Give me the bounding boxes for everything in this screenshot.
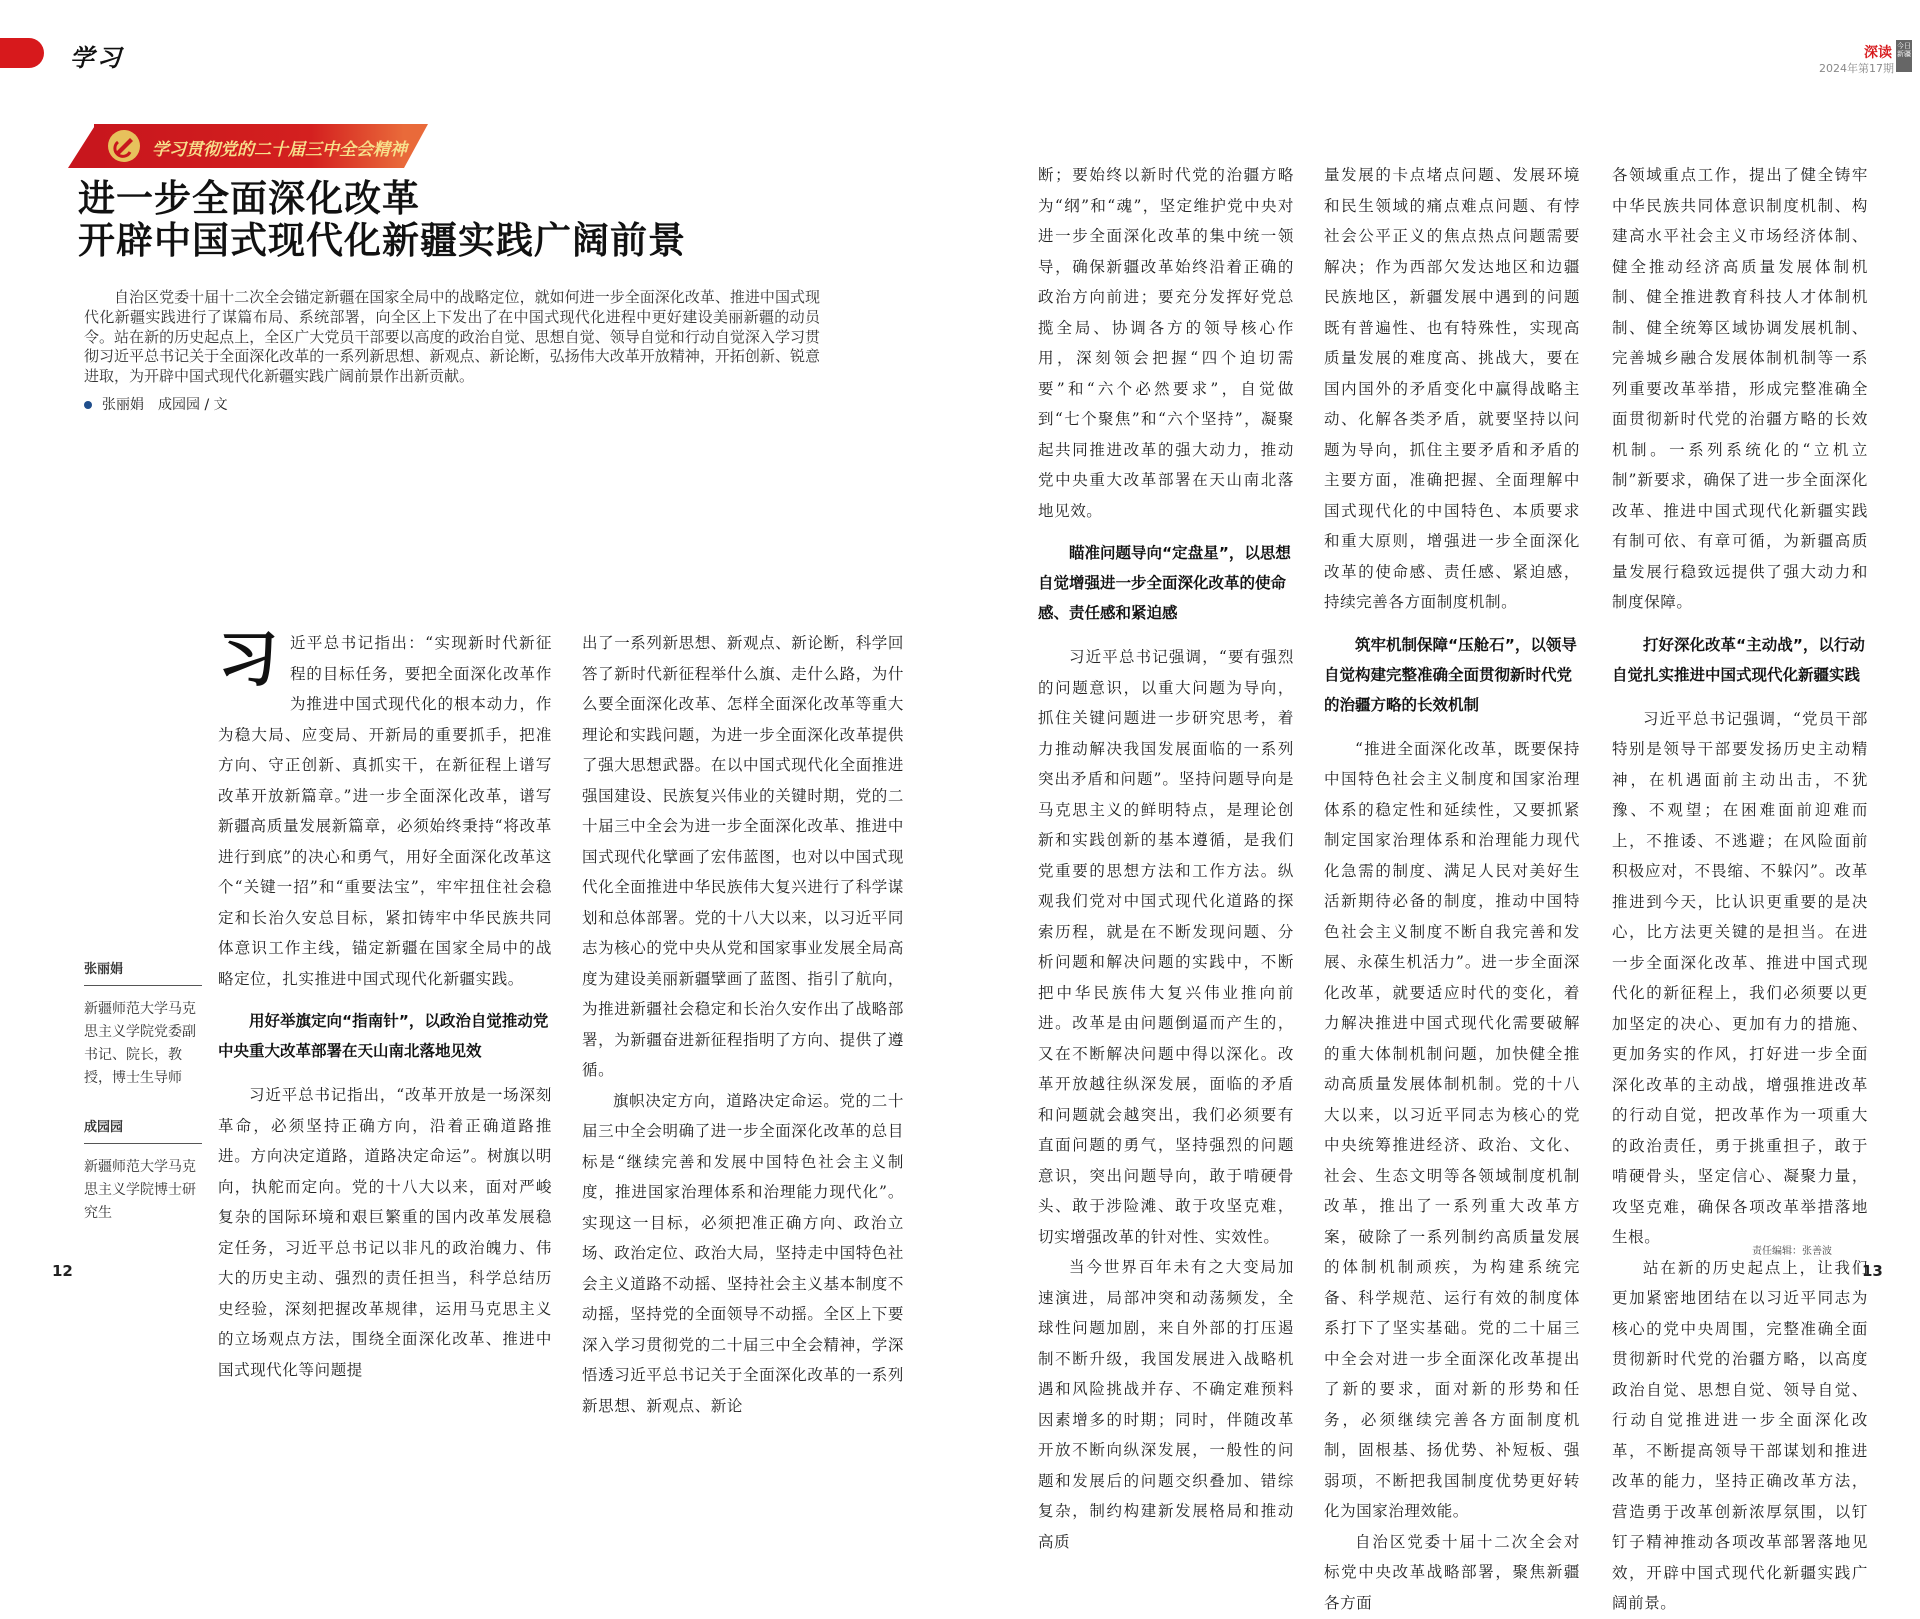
- column-4: [1324, 160, 1580, 1618]
- col3-paragraph-3: 当今世界百年未有之大变局加速演进，局部冲突和动荡频发，全球性问题加剧，来自外部的打压遏制不断升级，我国发展进入战略机遇和风险挑战并存、不确定难预料因素增多的时期；同时，伴随改革开放不断向纵深发展，一般性的问题和发展后的问题交织叠加、错综复杂，制约构建新发展格局和推动高质: [1038, 1258, 1294, 1551]
- title-line-2: 开辟中国式现代化新疆实践广阔前景: [78, 219, 686, 262]
- article-title: [78, 178, 686, 262]
- banner-text: 学习贯彻党的二十届三中全会精神: [152, 140, 407, 160]
- issue-number: 2024年第17期: [1819, 62, 1894, 75]
- section-title: 学习: [70, 44, 124, 72]
- topic-banner: [68, 124, 428, 168]
- col1-paragraph-1: 近平总书记指出：“实现新时代新征程的目标任务，要把全面深化改革作为推进中国式现代化的根本动力，作为稳大局、应变局、开新局的重要抓手，把准方向、守正创新、真抓实干，在新征程上谱写改革开放新篇章。”进一步全面深化改革，谱写新疆高质量发展新篇章，必须始终秉持“将改革进行到底”的决心和勇气，用好全面深化改革这个“关键一招”和“重要法宝”，牢牢扭住社会稳定和长治久安总目标，紧扣铸牢中华民族共同体意识工作主线，锚定新疆在国家全局中的战略定位，扎实推进中国式现代化新疆实践。: [218, 634, 552, 988]
- col1-paragraph-2: 习近平总书记指出，“改革开放是一场深刻革命，必须坚持正确方向，沿着正确道路推进。方向决定道路，道路决定命运”。树旗以明向，执舵而定向。党的十八大以来，面对严峻复杂的国际环境和艰巨繁重的国内改革发展稳定任务，习近平总书记以非凡的政治魄力、伟大的历史主动、强烈的责任担当，科学总结历史经验，深刻把握改革规律，运用马克思主义的立场观点方法，围绕全面深化改革、推进中国式现代化等问题提: [218, 1086, 552, 1379]
- banner-tail: [404, 124, 428, 168]
- author-bio-1: 新疆师范大学马克思主义学院党委副书记、院长，教授，博士生导师: [84, 1001, 196, 1086]
- author-bio-2: 新疆师范大学马克思主义学院博士研究生: [84, 1159, 196, 1221]
- article-summary: 自治区党委十届十二次全会锚定新疆在国家全局中的战略定位，就如何进一步全面深化改革、推进中国式现代化新疆实践进行了谋篇布局、系统部署，向全区上下发出了在中国式现代化进程中更好建设美丽新疆的动员令。站在新的历史起点上，全区广大党员干部要以高度的政治自觉、思想自觉、领导自觉和行动自觉深入学习贯彻习近平总书记关于全面深化改革的一系列新思想、新观点、新论断，弘扬伟大改革开放精神，开拓创新、锐意进取，为开辟中国式现代化新疆实践广阔前景作出新贡献。: [84, 288, 820, 386]
- author-name-2: 成园园: [84, 1116, 202, 1144]
- col2-paragraph-2: 旗帜决定方向，道路决定命运。党的二十届三中全会明确了进一步全面深化改革的总目标是“继续完善和发展中国特色社会主义制度，推进国家治理体系和治理能力现代化”。实现这一目标，必须把准正确方向、政治立场、政治定位、政治大局，坚持走中国特色社会主义道路不动摇、坚持社会主义基本制度不动摇，坚持党的全面领导不动摇。全区上下要深入学习贯彻党的二十届三中全会精神，学深悟透习近平总书记关于全面深化改革的一系列新思想、新观点、新论: [582, 1091, 905, 1415]
- col3-subheading: 瞄准问题导向“定盘星”，以思想自觉增强进一步全面深化改革的使命感、责任感和紧迫感: [1038, 544, 1291, 622]
- col5-paragraph-1: 各领域重点工作，提出了健全铸牢中华民族共同体意识制度机制、构建高水平社会主义市场经济体制、健全推动经济高质量发展体制机制、健全推进教育科技人才体制机制、健全统筹区域协调发展机制、完善城乡融合发展体制机制等一系列重要改革举措，形成完整准确全面贯彻新时代党的治疆方略的长效机制。一系列系统化的“立机立制”新要求，确保了进一步全面深化改革、推进中国式现代化新疆实践有制可依、有章可循，为新疆高质量发展行稳致远提供了强大动力和制度保障。: [1612, 166, 1868, 611]
- column-2: [582, 628, 904, 1421]
- brand-name: 深读: [1864, 45, 1892, 61]
- brand-logo: [1822, 42, 1892, 62]
- author-name-1: 张丽娟: [84, 958, 202, 986]
- title-line-1: 进一步全面深化改革: [78, 177, 420, 220]
- drop-cap: 习: [218, 625, 278, 695]
- col3-paragraph-2: 习近平总书记强调，“要有强烈的问题意识，以重大问题为导向，抓住关键问题进一步研究思考，着力推动解决我国发展面临的一系列突出矛盾和问题”。坚持问题导向是马克思主义的鲜明特点，是理论创新和实践创新的基本遵循，是我们党重要的思想方法和工作方法。纵观我们党对中国式现代化道路的探索历程，就是在不断发现问题、分析问题和解决问题的实践中，不断把中华民族伟大复兴伟业推向前进。改革是由问题倒逼而产生的，又在不断解决问题中得以深化。改革开放越往纵深发展，面临的矛盾和问题就会越突出，我们必须要有直面问题的勇气，坚持强烈的问题意识，突出问题导向，敢于啃硬骨头、敢于涉险滩、敢于攻坚克难，切实增强改革的针对性、实效性。: [1038, 648, 1294, 1246]
- party-emblem-icon: [102, 124, 146, 168]
- col4-paragraph-2: “推进全面深化改革，既要保持中国特色社会主义制度和国家治理体系的稳定性和延续性，又要抓紧制定国家治理体系和治理能力现代化急需的制度、满足人民对美好生活新期待必备的制度，推动中国特色社会主义制度不断自我完善和发展、永葆生机活力”。进一步全面深化改革，就要适应时代的变化，着力解决推进中国式现代化需要破解的重大体制机制问题，加快健全推动高质量发展体制机制。党的十八大以来，以习近平同志为核心的党中央统筹推进经济、政治、文化、社会、生态文明等各领域制度机制改革，推出了一系列重大改革方案，破除了一系列制约高质量发展的体制机制顽疾，为构建系统完备、科学规范、运行有效的制度体系打下了坚实基础。党的二十届三中全会对进一步全面深化改革提出了新的要求，面对新的形势和任务，必须继续完善各方面制度机制，固根基、扬优势、补短板、强弱项，不断把我国制度优势更好转化为国家治理效能。: [1324, 739, 1580, 1520]
- column-1: [218, 625, 552, 1385]
- col5-paragraph-3: 站在新的历史起点上，让我们更加紧密地团结在以习近平同志为核心的党中央周围，完整准确全面贯彻新时代党的治疆方略，以高度政治自觉、思想自觉、领导自觉、行动自觉推进进一步全面深化改革，不断提高领导干部谋划和推进改革的能力，坚持正确改革方法，营造勇于改革创新浓厚氛围，以钉钉子精神推动各项改革部署落地见效，开辟中国式现代化新疆实践广阔前景。: [1612, 1258, 1868, 1612]
- col1-subheading: 用好举旗定向“指南针”，以政治自觉推动党中央重大改革部署在天山南北落地见效: [218, 1012, 549, 1060]
- col4-paragraph-1: 量发展的卡点堵点问题、发展环境和民生领域的痛点难点问题、有悖社会公平正义的焦点热点问题需要解决；作为西部欠发达地区和边疆民族地区，新疆发展中遇到的问题既有普遍性、也有特殊性，实现高质量发展的难度高、挑战大，要在国内国外的矛盾变化中赢得战略主动、化解各类矛盾，就要坚持以问题为导向，抓住主要矛盾和矛盾的主要方面，准确把握、全面理解中国式现代化的中国特色、本质要求和重大原则，增强进一步全面深化改革的使命感、责任感、紧迫感，持续完善各方面制度机制。: [1324, 166, 1580, 611]
- section-tab: [0, 38, 44, 68]
- brand-badge: 今日新疆: [1896, 40, 1912, 72]
- col5-paragraph-2: 习近平总书记强调，“党员干部特别是领导干部要发扬历史主动精神，在机遇面前主动出击，不犹豫、不观望；在困难面前迎难而上，不推诿、不逃避；在风险面前积极应对，不畏缩、不躲闪”。改革推进到今天，比认识更重要的是决心，比方法更关键的是担当。在进一步全面深化改革、推进中国式现代化的新征程上，我们必须要以更加坚定的决心、更加有力的措施、更加务实的作风，打好进一步全面深化改革的主动战，增强推进改革的行动自觉，把改革作为一项重大的政治责任，勇于挑重担子，敢于啃硬骨头，坚定信心、凝聚力量，攻坚克难，确保各项改革举措落地生根。: [1612, 709, 1868, 1246]
- col2-paragraph-1: 出了一系列新思想、新观点、新论断，科学回答了新时代新征程举什么旗、走什么路，为什么要全面深化改革、怎样全面深化改革等重大理论和实践问题，为进一步全面深化改革提供了强大思想武器。在以中国式现代化全面推进强国建设、民族复兴伟业的关键时期，党的二十届三中全会为进一步全面深化改革、推进中国式现代化擘画了宏伟蓝图，也对以中国式现代化全面推进中华民族伟大复兴进行了科学谋划和总体部署。党的十八大以来，以习近平同志为核心的党中央从党和国家事业发展全局高度为建设美丽新疆擘画了蓝图、指引了航向，为推进新疆社会稳定和长治久安作出了战略部署，为新疆奋进新征程指明了方向、提供了遵循。: [582, 634, 905, 1079]
- byline: [84, 394, 228, 414]
- column-5: [1612, 160, 1868, 1619]
- page-number-right: 13: [1862, 1262, 1883, 1280]
- editor-credit: 责任编辑：张善波: [1752, 1246, 1832, 1257]
- col4-paragraph-3: 自治区党委十届十二次全会对标党中央改革战略部署，聚焦新疆各方面: [1324, 1532, 1580, 1612]
- byline-bullet-icon: [84, 401, 92, 409]
- col5-subheading: 打好深化改革“主动战”，以行动自觉扎实推进中国式现代化新疆实践: [1612, 635, 1865, 684]
- col4-subheading: 筑牢机制保障“压舱石”，以领导自觉构建完整准确全面贯彻新时代党的治疆方略的长效机制: [1324, 635, 1577, 714]
- byline-text: 张丽娟 成园园 / 文: [102, 397, 228, 413]
- col3-paragraph-1: 断；要始终以新时代党的治疆方略为“纲”和“魂”，坚定维护党中央对进一步全面深化改革的集中统一领导，确保新疆改革始终沿着正确的政治方向前进；要充分发挥好党总揽全局、协调各方的领导核心作用，深刻领会把握“四个迫切需要”和“六个必然要求”，自觉做到“七个聚焦”和“六个坚持”，凝聚起共同推进改革的强大动力，推动党中央重大改革部署在天山南北落地见效。: [1038, 166, 1294, 520]
- column-3: [1038, 160, 1294, 1557]
- author-sidebar: [84, 958, 202, 1225]
- banner-wedge: [68, 124, 96, 168]
- page-number-left: 12: [52, 1262, 73, 1280]
